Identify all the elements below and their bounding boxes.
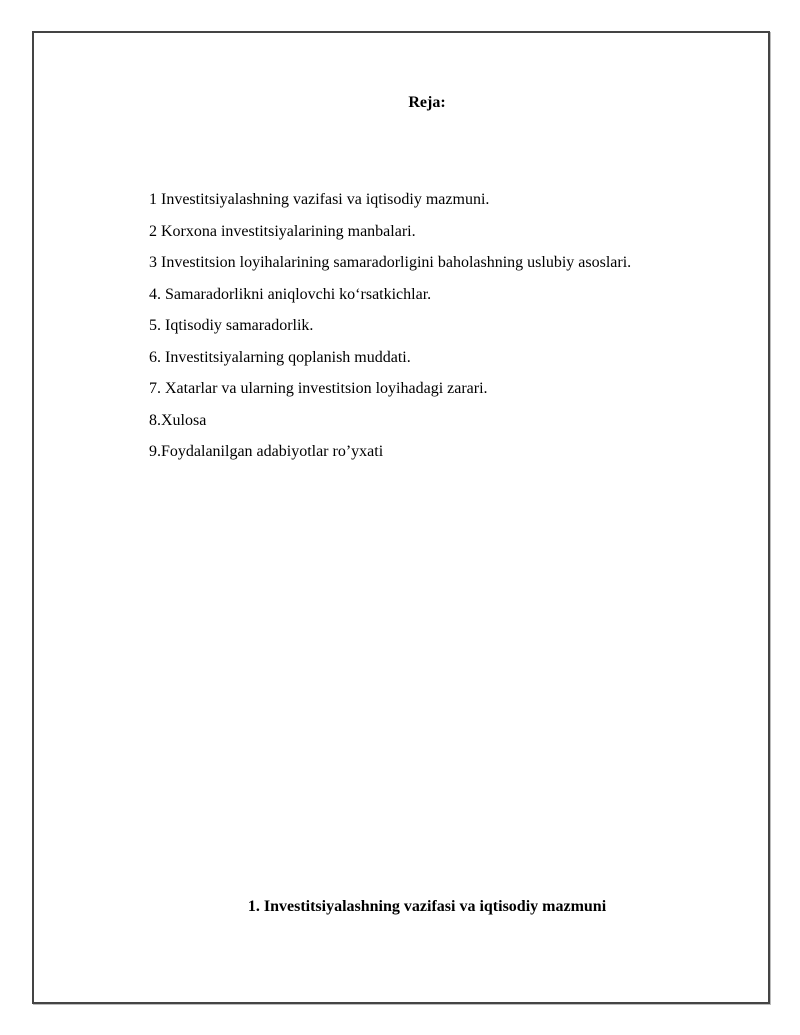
toc-item-1: 1 Investitsiyalashning vazifasi va iqtisodiy mazmuni. [149, 191, 490, 208]
page-frame [32, 31, 770, 1004]
toc-item-6: 6. Investitsiyalarning qoplanish muddati. [149, 348, 411, 366]
toc-item-7: 7. Xatarlar va ularning investitsion loyihadagi zarari. [149, 380, 488, 397]
page-title: Reja: [408, 94, 446, 111]
section-heading: 1. Investitsiyalashning vazifasi va iqtisodiy mazmuni [247, 898, 607, 915]
toc-item-8: 8.Xulosa [149, 411, 207, 429]
toc-item-3: 3 Investitsion loyihalarining samaradorligini baholashning uslubiy asoslari. [149, 254, 632, 271]
toc-item-5: 5. Iqtisodiy samaradorlik. [149, 317, 314, 334]
toc-item-2: 2 Korxona investitsiyalarining manbalari. [149, 222, 416, 240]
table-of-contents [149, 188, 631, 472]
toc-item-4: 4. Samaradorlikni aniqlovchi ko‘rsatkichlar. [149, 285, 432, 303]
toc-item-9: 9.Foydalanilgan adabiyotlar ro’yxati [149, 443, 384, 460]
